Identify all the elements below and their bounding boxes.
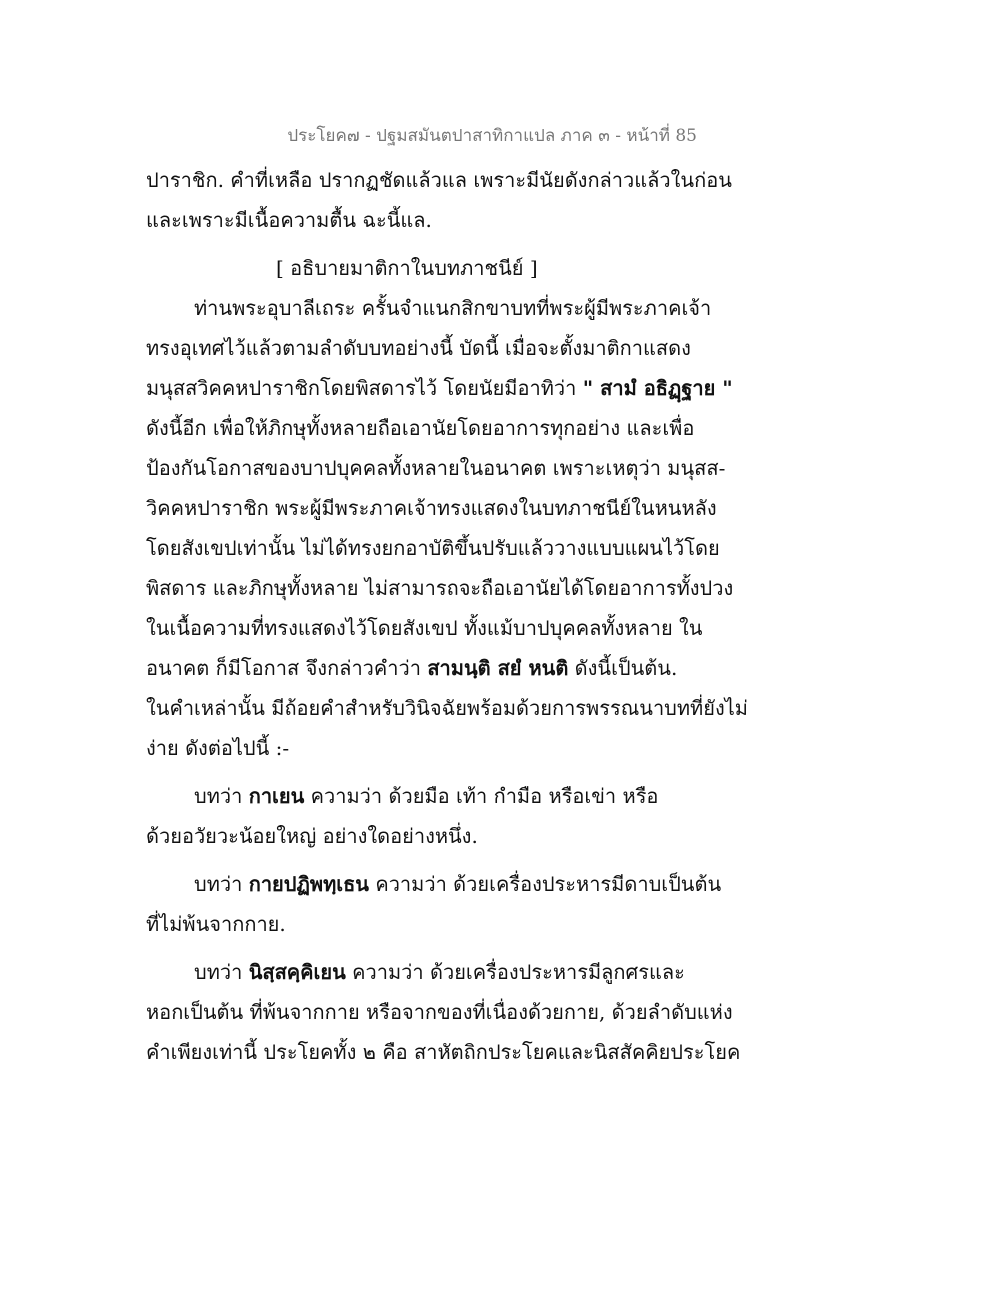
text-line: โดยสังเขปเท่านั้น ไม่ได้ทรงยกอาบัติขึ้นปรับแล้ววางแบบแผนไว้โดย bbox=[146, 536, 720, 560]
pali-term: กายปฏิพทฺเธน bbox=[248, 872, 369, 896]
text-run: ความว่า ด้วยมือ เท้า กำมือ หรือเข่า หรือ bbox=[304, 784, 659, 808]
text-line bbox=[146, 368, 733, 408]
text-run: บทว่า bbox=[194, 872, 249, 896]
text-run: ความว่า ด้วยเครื่องประหารมีดาบเป็นต้น bbox=[368, 872, 722, 896]
pali-term: นิสฺสคฺคิเยน bbox=[248, 960, 346, 984]
text-line: หอกเป็นต้น ที่พ้นจากกาย หรือจากของที่เนื่องด้วยกาย, ด้วยลำดับแห่ง bbox=[146, 1000, 733, 1024]
text-line: ในเนื้อความที่ทรงแสดงไว้โดยสังเขป ทั้งแม้บาปบุคคลทั้งหลาย ใน bbox=[146, 616, 703, 640]
pali-term: สามนฺติ สยํ หนติ bbox=[427, 656, 569, 680]
text-line bbox=[146, 952, 716, 992]
text-line bbox=[146, 864, 722, 904]
text-line: ป้องกันโอกาสของบาปบุคคลทั้งหลายในอนาคต เพราะเหตุว่า มนุสส- bbox=[146, 456, 726, 480]
text-line: ง่าย ดังต่อไปนี้ :- bbox=[146, 736, 290, 760]
text-run: มนุสสวิคคหปาราชิกโดยพิสดารไว้ โดยนัยมีอาทิว่า bbox=[146, 376, 583, 400]
text-line: และเพราะมีเนื้อความตื้น ฉะนี้แล. bbox=[146, 208, 432, 232]
pali-term: กาเยน bbox=[248, 784, 305, 808]
text-run: อนาคต ก็มีโอกาส จึงกล่าวคำว่า bbox=[146, 656, 428, 680]
text-line: พิสดาร และภิกษุทั้งหลาย ไม่สามารถจะถือเอานัยได้โดยอาการทั้งปวง bbox=[146, 576, 734, 600]
text-line bbox=[146, 776, 716, 816]
page-header: ประโยค๗ - ปฐมสมันตปาสาทิกาแปล ภาค ๓ - หน้าที่ 85 bbox=[287, 126, 697, 146]
text-line: ดังนี้อีก เพื่อให้ภิกษุทั้งหลายถือเอานัยโดยอาการทุกอย่าง และเพื่อ bbox=[146, 416, 695, 440]
text-run: ดังนี้เป็นต้น. bbox=[568, 656, 678, 680]
text-line: ท่านพระอุบาลีเถระ ครั้นจำแนกสิกขาบทที่พระผู้มีพระภาคเจ้า bbox=[194, 296, 712, 320]
text-line: คำเพียงเท่านี้ ประโยคทั้ง ๒ คือ สาหัตถิกประโยคและนิสสัคคิยประโยค bbox=[146, 1040, 741, 1064]
text-line bbox=[146, 648, 716, 688]
text-run: บทว่า bbox=[194, 960, 249, 984]
section-heading: [ อธิบายมาติกาในบทภาชนีย์ ] bbox=[276, 256, 538, 280]
text-run: ความว่า ด้วยเครื่องประหารมีลูกศรและ bbox=[345, 960, 685, 984]
text-line: ในคำเหล่านั้น มีถ้อยคำสำหรับวินิจฉัยพร้อมด้วยการพรรณนาบทที่ยังไม่ bbox=[146, 696, 748, 720]
text-line: ที่ไม่พ้นจากกาย. bbox=[146, 912, 286, 936]
page-body bbox=[146, 160, 748, 1072]
text-run: บทว่า bbox=[194, 784, 249, 808]
pali-term: " สามํ อธิฏฺฐาย " bbox=[582, 376, 733, 400]
text-line: วิคคหปาราชิก พระผู้มีพระภาคเจ้าทรงแสดงในบทภาชนีย์ในหนหลัง bbox=[146, 496, 717, 520]
text-line: ด้วยอวัยวะน้อยใหญ่ อย่างใดอย่างหนึ่ง. bbox=[146, 824, 478, 848]
text-line: ทรงอุเทศไว้แล้วตามลำดับบทอย่างนี้ บัดนี้ เมื่อจะตั้งมาติกาแสดง bbox=[146, 336, 691, 360]
text-line: ปาราชิก. คำที่เหลือ ปรากฏชัดแล้วแล เพราะมีนัยดังกล่าวแล้วในก่อน bbox=[146, 168, 732, 192]
